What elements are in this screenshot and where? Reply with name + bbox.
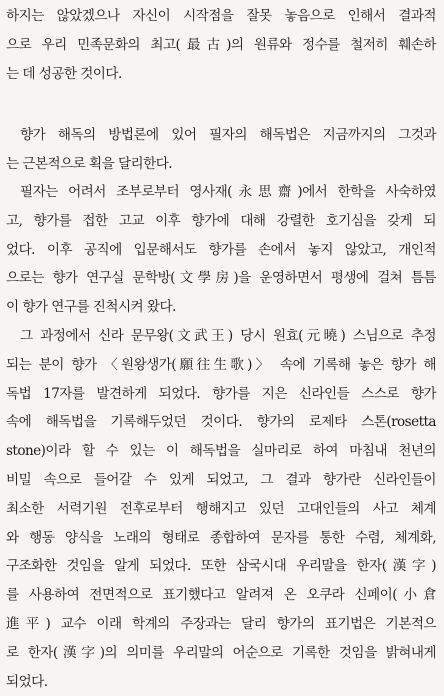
text-line: 는 근본적으로 획을 달리한다. [6, 155, 173, 172]
text-line: 최소한 서력기원 전후로부터 행해지고 있던 고대인들의 사고 체계 [6, 500, 436, 517]
text-line: stone)이라 할 수 있는 이 해독법을 실마리로 하여 마침내 천년의 [6, 443, 436, 460]
text-line: 하지는 않았겠으나 자신이 시작점을 잘못 놓음으로 인해서 결과적 [6, 8, 436, 24]
paragraph-1 [6, 2, 436, 88]
text-line: 되는 분이 향가 〈원왕생가(願往生歌)〉 속에 기록해 놓은 향가 해 [6, 356, 436, 373]
text-line: 독법 17자를 발견하게 되었다. 향가를 지은 신라인들 스스로 향가 [6, 385, 436, 402]
paragraph-2 [6, 121, 436, 179]
text-line: 구조화한 것임을 알게 되었다. 또한 삼국시대 우리말을 한자(漢字) [6, 558, 436, 575]
text-line: 로 한자(漢字)의 의미를 우리말의 어순으로 기록한 것임을 밝혀내게 [6, 644, 436, 661]
text-line: 이 향가 연구를 진척시켜 왔다. [6, 299, 176, 316]
paragraph-3 [6, 178, 436, 322]
text-line: 으로 우리 민족문화의 최고(最古)의 원류와 정수를 철저히 훼손하 [6, 36, 436, 53]
text-line: 속에 해독법을 기록해두었던 것이다. 향가의 로제타 스톤(rosetta [6, 414, 436, 431]
text-line: 와 행동 양식을 노래의 형태로 종합하여 문자를 통한 수렴, 체계화, [6, 529, 436, 546]
text-line: 향가 해독의 방법론에 있어 필자의 해독법은 지금까지의 그것과 [20, 127, 436, 143]
text-line: 進平) 교수 이래 학계의 주장과는 달리 향가의 표기법은 기본적으 [6, 615, 436, 632]
paragraph-4 [6, 322, 436, 696]
text-line: 되었다. [6, 673, 48, 690]
document-page [6, 0, 440, 690]
text-line: 으로는 향가 연구실 문학방(文學房)을 운영하면서 평생에 걸쳐 틈틈 [6, 270, 436, 287]
text-line: 비밀 속으로 들어갈 수 있게 되었고, 그 결과 향가란 신라인들이 [6, 471, 436, 488]
text-line: 고, 향가를 접한 고교 이후 향가에 대해 강렬한 호기심을 갖게 되 [6, 212, 436, 229]
text-line: 필자는 어려서 조부로부터 영사재(永思齋)에서 한학을 사숙하였 [20, 184, 436, 200]
text-line: 를 사용하여 전면적으로 표기했다고 알려져 온 오쿠라 신페이(小倉 [6, 587, 436, 604]
text-line: 그 과정에서 신라 문무왕(文武王) 당시 원효(元曉) 스님으로 추정 [20, 328, 436, 344]
text-line: 었다. 이후 공직에 입문해서도 향가를 손에서 놓지 않았고, 개인적 [6, 241, 436, 258]
text-line: 는 데 성공한 것이다. [6, 65, 122, 82]
